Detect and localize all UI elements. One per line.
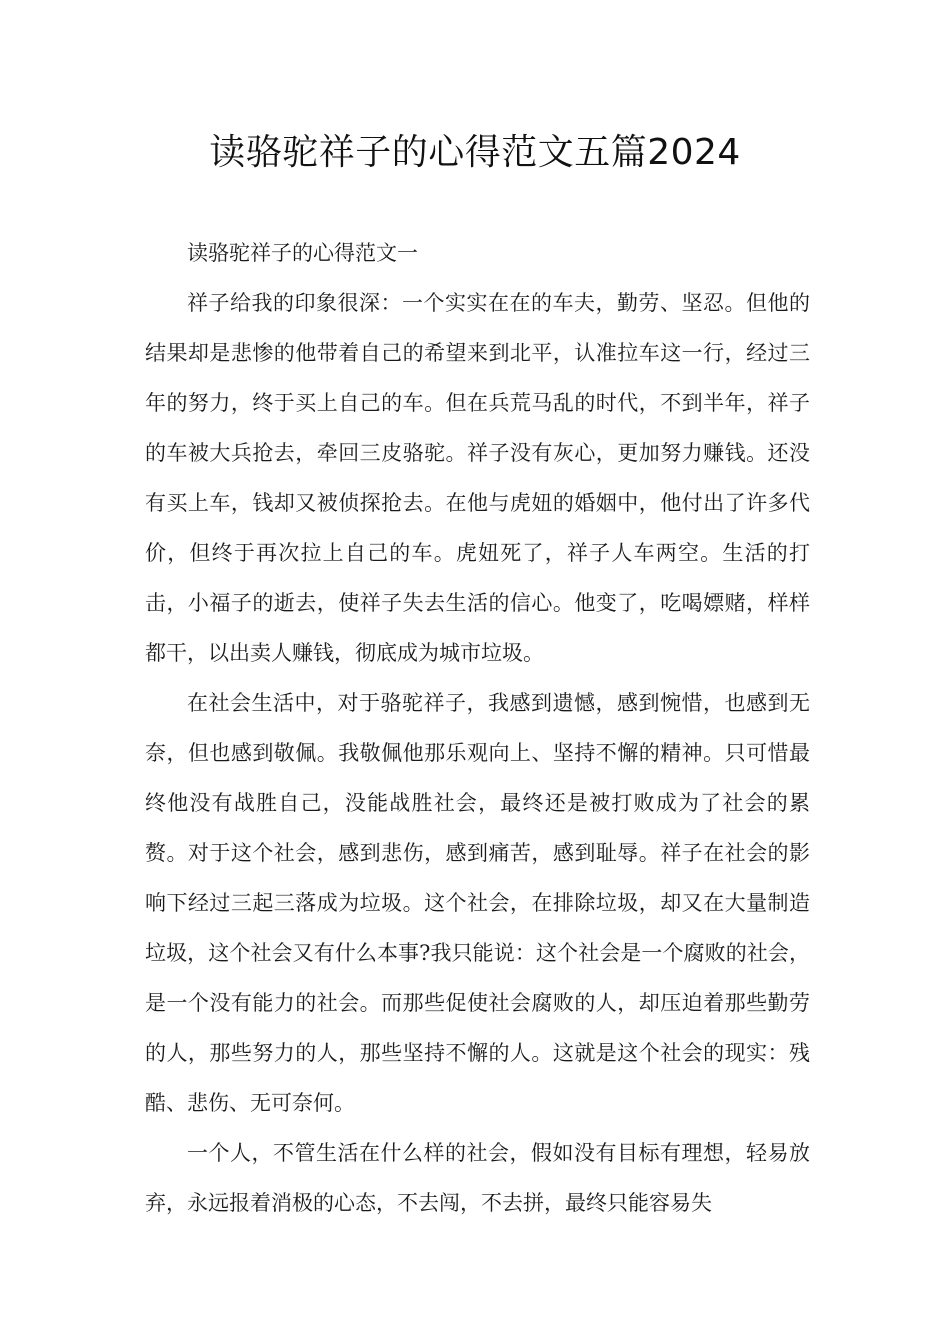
document-body <box>145 228 810 1228</box>
document-title: 读骆驼祥子的心得范文五篇2024 <box>209 132 741 173</box>
section-heading: 读骆驼祥子的心得范文一 <box>187 241 418 265</box>
paragraph: 在社会生活中，对于骆驼祥子，我感到遗憾，感到惋惜，也感到无奈，但也感到敬佩。我敬佩他那乐观向上、坚持不懈的精神。只可惜最终他没有战胜自己，没能战胜社会，最终还是被打败成为了社会的累赘。对于这个社会，感到悲伤，感到痛苦，感到耻辱。祥子在社会的影响下经过三起三落成为垃圾。这个社会，在排除垃圾，却又在大量制造垃圾，这个社会又有什么本事?我只能说：这个社会是一个腐败的社会，是一个没有能力的社会。而那些促使社会腐败的人，却压迫着那些勤劳的人，那些努力的人，那些坚持不懈的人。这就是这个社会的现实：残酷、悲伤、无可奈何。 <box>145 691 810 1115</box>
paragraph: 祥子给我的印象很深：一个实实在在的车夫，勤劳、坚忍。但他的结果却是悲惨的他带着自己的希望来到北平，认准拉车这一行，经过三年的努力，终于买上自己的车。但在兵荒马乱的时代，不到半年，祥子的车被大兵抢去，牵回三皮骆驼。祥子没有灰心，更加努力赚钱。还没有买上车，钱却又被侦探抢去。在他与虎妞的婚姻中，他付出了许多代价，但终于再次拉上自己的车。虎妞死了，祥子人车两空。生活的打击，小福子的逝去，使祥子失去生活的信心。他变了，吃喝嫖赌，样样都干，以出卖人赚钱，彻底成为城市垃圾。 <box>145 291 810 665</box>
paragraph: 一个人，不管生活在什么样的社会，假如没有目标有理想，轻易放弃，永远报着消极的心态，不去闯，不去拼，最终只能容易失 <box>145 1141 810 1215</box>
